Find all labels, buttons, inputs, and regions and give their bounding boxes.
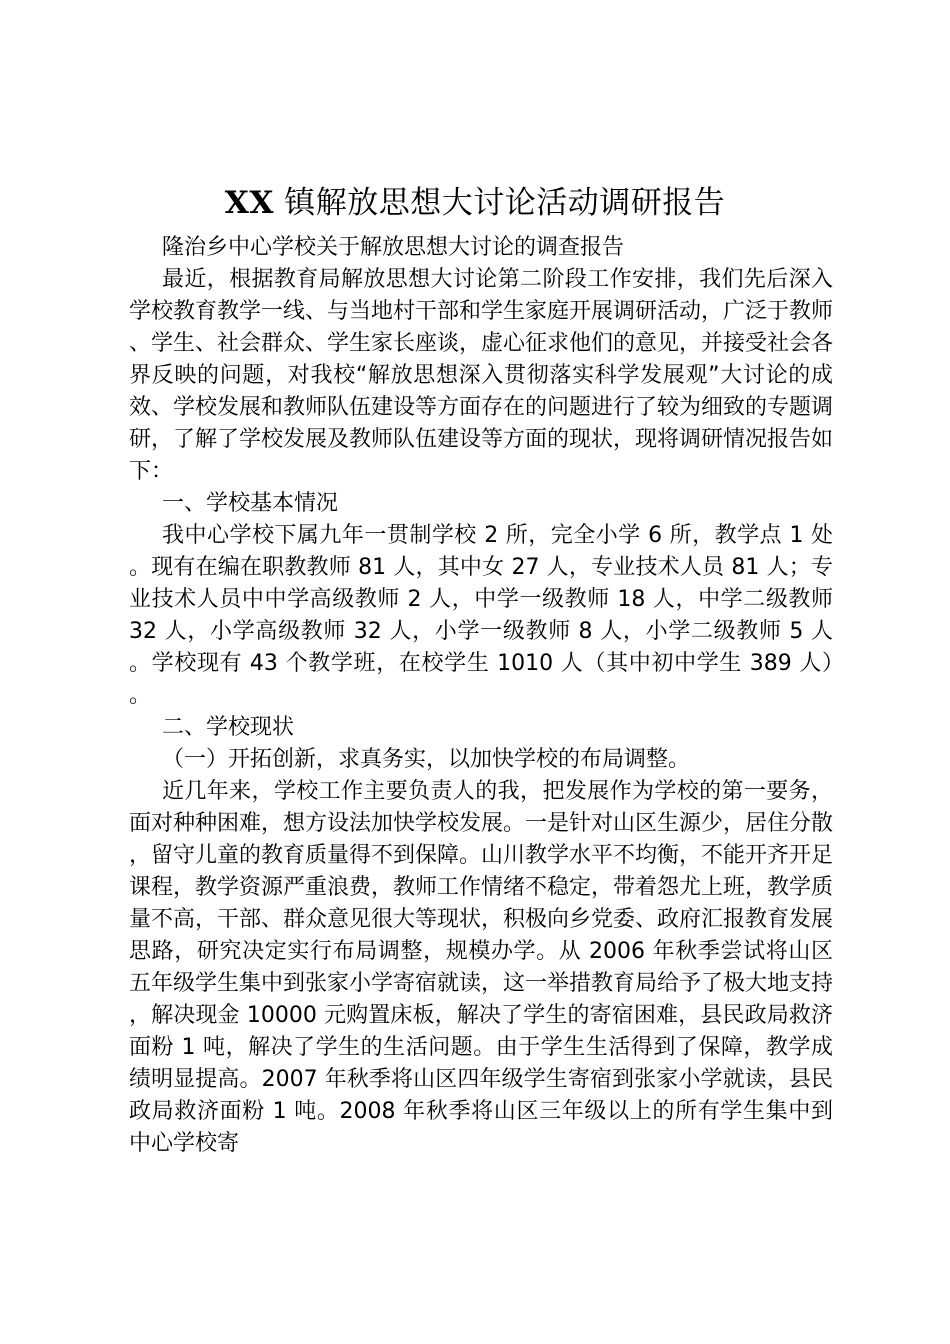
section-heading-status: 二、学校现状 <box>162 715 295 740</box>
title-prefix: XX <box>224 185 274 221</box>
intro-paragraph: 最近，根据教育局解放思想大讨论第二阶段工作安排，我们先后深入学校教育教学一线、与当地村干部和学生家庭开展调研活动，广泛于教师、学生、社会群众、学生家长座谈，虚心征求他们的意见，并接受社会各界反映的问题，对我校“解放思想深入贯彻落实科学发展观”大讨论的成效、学校发展和教师队伍建设等方面存在的问题进行了较为细致的专题调研，了解了学校发展及教师队伍建设等方面的现状，现将调研情况报告如下： <box>129 267 834 484</box>
subtitle-paragraph: 隆治乡中心学校关于解放思想大讨论的调查报告 <box>162 235 625 260</box>
document-title <box>0 181 950 225</box>
basic-info-paragraph: 我中心学校下属九年一贯制学校 2 所，完全小学 6 所，教学点 1 处。现有在编在职教教师 81 人，其中女 27 人，专业技术人员 81 人；专业技术人员中中学高级教师 2 人，中学一级教师 18 人，中学二级教师 32 人，小学高级教师 32 人，小学一级教师 8 人，小学二级教师 5 人。学校现有 43 个教学班，在校学生 1010 人（其中初中学生 389 人）。 <box>129 523 833 708</box>
section-heading-basic-info: 一、学校基本情况 <box>162 491 339 516</box>
document-body <box>129 232 833 1160</box>
status-paragraph: 近几年来，学校工作主要负责人的我，把发展作为学校的第一要务，面对种种困难，想方设法加快学校发展。一是针对山区生源少，居住分散，留守儿童的教育质量得不到保障。山川教学水平不均衡，不能开齐开足课程，教学资源严重浪费，教师工作情绪不稳定，带着怨尤上班，教学质量不高，干部、群众意见很大等现状，积极向乡党委、政府汇报教育发展思路，研究决定实行布局调整，规模办学。从 2006 年秋季尝试将山区五年级学生集中到张家小学寄宿就读，这一举措教育局给予了极大地支持，解决现金 10000 元购置床板，解决了学生的寄宿困难，县民政局救济面粉 1 吨，解决了学生的生活问题。由于学生生活得到了保障，教学成绩明显提高。2007 年秋季将山区四年级学生寄宿到张家小学就读，县民政局救济面粉 1 吨。2008 年秋季将山区三年级以上的所有学生集中到中心学校寄 <box>129 779 834 1156</box>
subsection-heading-1: （一）开拓创新，求真务实，以加快学校的布局调整。 <box>162 747 691 772</box>
title-text: 镇解放思想大讨论活动调研报告 <box>284 185 726 221</box>
